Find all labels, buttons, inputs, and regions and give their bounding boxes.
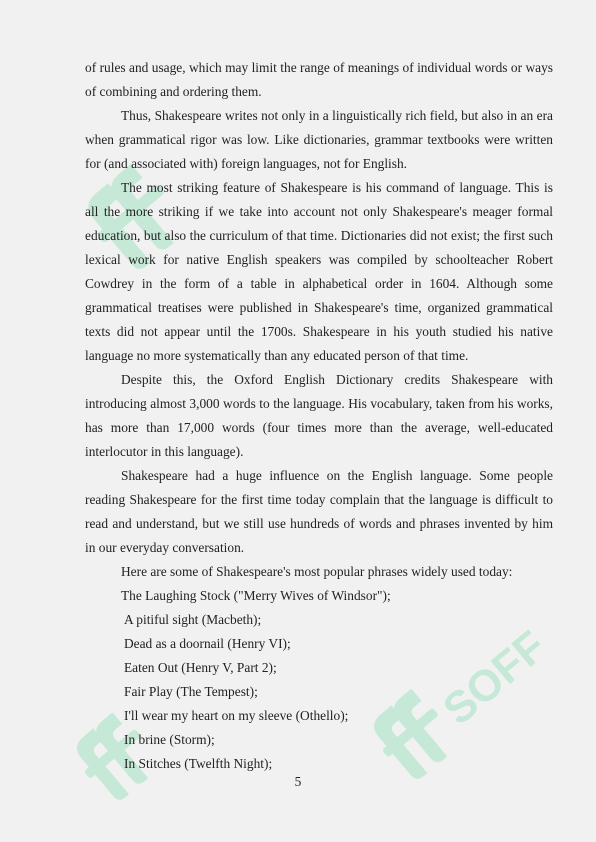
list-item: Eaten Out (Henry V, Part 2); — [124, 660, 277, 675]
paragraph-linguistic-field: Thus, Shakespeare writes not only in a linguistically rich field, but also in an era when grammatical rigor was low. Like dictionaries, grammar textbooks were written for (and associated with) foreign languages, not for English. — [85, 108, 553, 171]
paragraph-command-of-language: The most striking feature of Shakespeare is his command of language. This is all the more striking if we take into account not only Shakespeare's meager formal education, but also the curriculum of that time. Dictionaries did not exist; the first such lexical work for native English speakers was compiled by schoolteacher Robert Cowdrey in the form of a table in alphabetical order in 1604. Although some grammatical treatises were published in Shakespeare's time, organized grammatical texts did not appear until the 1700s. Shakespeare in his youth studied his native language no more systematically than any educated person of that time. — [85, 180, 553, 363]
phrases-intro: Here are some of Shakespeare's most popular phrases widely used today: — [121, 564, 513, 579]
body-text — [85, 56, 556, 776]
page-number: 5 — [294, 774, 302, 789]
list-item: In Stitches (Twelfth Night); — [124, 756, 273, 771]
list-item: In brine (Storm); — [124, 732, 215, 747]
paragraph-oxford-dictionary: Despite this, the Oxford English Dictionary credits Shakespeare with introducing almost 3,000 words to the language. His vocabulary, taken from his works, has more than 17,000 words (four times more than the average, well-educated interlocutor in this language). — [85, 372, 553, 459]
paragraph-continuation: of rules and usage, which may limit the range of meanings of individual words or ways of combining and ordering them. — [85, 60, 553, 99]
list-item: The Laughing Stock ("Merry Wives of Windsor"); — [121, 588, 391, 603]
list-item: I'll wear my heart on my sleeve (Othello); — [124, 708, 349, 723]
paragraph-influence: Shakespeare had a huge influence on the English language. Some people reading Shakespeare for the first time today complain that the language is difficult to read and understand, but we still use hundreds of words and phrases invented by him in our everyday conversation. — [85, 468, 553, 555]
svg-text:SOFF: SOFF — [433, 621, 556, 735]
list-item: Dead as a doornail (Henry VI); — [124, 636, 291, 651]
list-item: Fair Play (The Tempest); — [124, 684, 258, 699]
phrases-list — [85, 584, 556, 776]
list-item: A pitiful sight (Macbeth); — [124, 612, 262, 627]
